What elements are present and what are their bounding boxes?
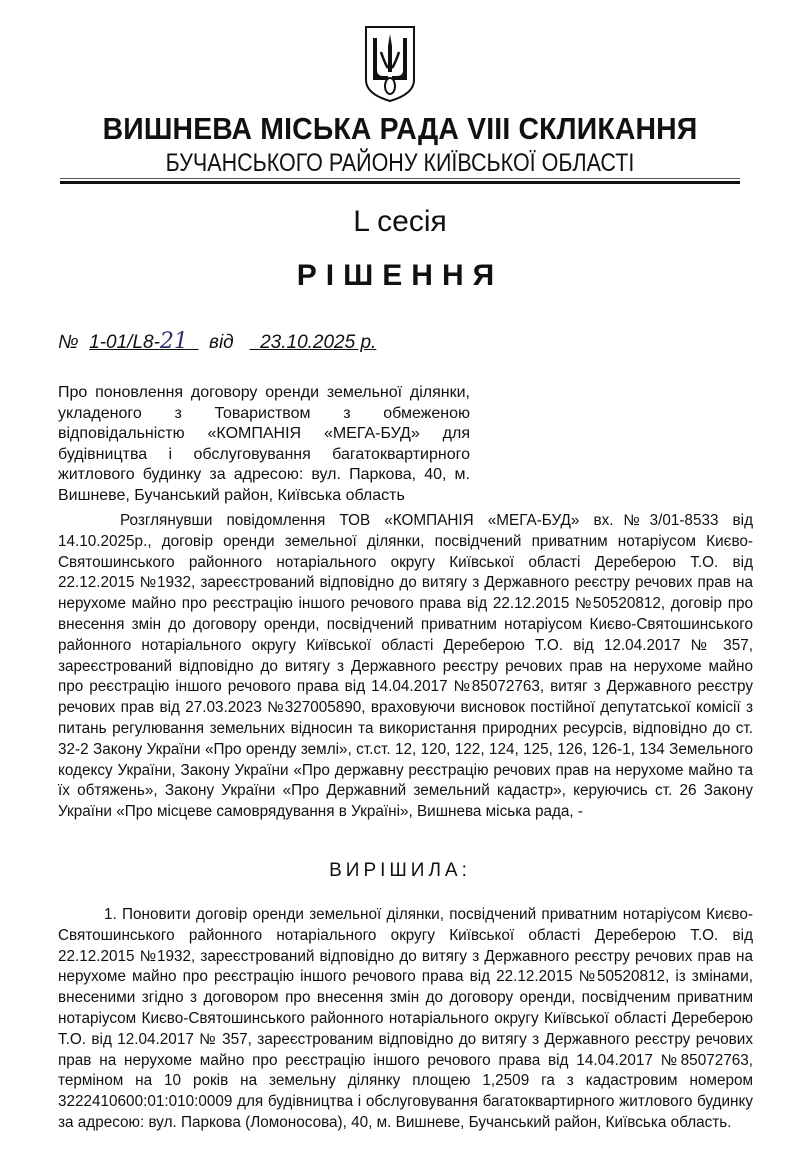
resolved-heading: ВИРІШИЛА: (329, 860, 471, 881)
decision-subject: Про поновлення договору оренди земельної ділянки, укладеного з Товариством з обмеженою відповідальністю «КОМПАНІЯ «МЕГА-БУД» для будівництва і обслуговування багатоквартирного житлового будинку за адресою: вул. Паркова, 40, м. Вишневе, Бучанський район, Київська область (58, 384, 470, 504)
resolution-item: 1. Поновити договір оренди земельної ділянки, посвідчений приватним нотаріусом Києво-Святошинського районного нотаріального округу Київської області Дереберою Т.О. від 22.12.2015 №1932, зареєстрований відповідно до витягу з Державного реєстру речових прав на нерухоме майно про реєстрацію іншого речового права від 22.12.2015 №50520812, із змінами, внесеними згідно з договором про внесення змін до договору оренди, посвідченим приватним нотаріусом Києво-Святошинського районного нотаріального округу Київської області Дереберою Т.О. від 12.04.2017 № 357, зареєстрованим відповідно до витягу з Державного реєстру речових прав на нерухоме майно про реєстрацію іншого речового права від 14.04.2017 №85072763, терміном на 10 років на земельну ділянку площею 1,2509 га з кадастровим номером 3222410600:01:010:0009 для будівництва і обслуговування багатоквартирного житлового будинку за адресою: вул. Паркова (Ломоносова), 40, м. Вишневе, Бучанський район, Київська область. (58, 906, 753, 1131)
decision-date-value: 23.10.2025 р. (260, 332, 377, 353)
preamble-paragraph: Розглянувши повідомлення ТОВ «КОМПАНІЯ «МЕГА-БУД» вх.№3/01-8533 від 14.10.2025р., договір оренди земельної ділянки, посвідчений приватним нотаріусом Києво-Святошинського районного нотаріального округу Київської області Дереберою Т.О. від 22.12.2015 №1932, зареєстрований відповідно до витягу з Державного реєстру речових прав на нерухоме майно про реєстрацію іншого речового права від 22.12.2015 №50520812, договір про внесення змін до договору оренди, посвідчений приватним нотаріусом Києво-Святошинського районного нотаріального округу Київської області Дереберою Т.О. від 12.04.2017 № 357, зареєстрований відповідно до витягу з Державного реєстру речових прав на нерухоме майно про реєстрацію іншого речового права від 14.04.2017 №85072763, витяг з Державного реєстру речових прав від 27.03.2023 №327005890, враховуючи висновок постійної депутатської комісії з питань регулювання земельних відносин та використання природних ресурсів, відповідно до ст. 32-2 Закону України «Про оренду землі», ст.ст. 12, 120, 122, 124, 125, 126, 126-1, 134 Земельного кодексу України, Закону України «Про державну реєстрацію речових прав на нерухоме майно та їх обтяжень», Закону України «Про Державний земельний кадастр», керуючись ст. 26 Закону України «Про місцеве самоврядування в Україні», Вишнева міська рада, - (58, 512, 753, 821)
header-divider-thin (60, 178, 740, 179)
council-name: ВИШНЕВА МІСЬКА РАДА VIII СКЛИКАННЯ (102, 112, 698, 146)
document-type-title: РІШЕННЯ (296, 259, 504, 292)
number-sign: № (58, 332, 79, 353)
coat-of-arms-icon (363, 24, 417, 104)
preamble (58, 511, 753, 823)
session-label: L сесія (353, 205, 447, 238)
handwritten-number: 21 (159, 329, 188, 354)
from-label: від (209, 332, 234, 353)
district-name: БУЧАНСЬКОГО РАЙОНУ КИЇВСЬКОЇ ОБЛАСТІ (165, 149, 635, 177)
decision-number-code: 1-01/L8- (89, 332, 160, 353)
header-divider-thick (60, 181, 740, 184)
decision-number (89, 329, 198, 354)
resolution-items (58, 905, 753, 1134)
decision-number-line (58, 329, 376, 354)
decision-date (250, 332, 377, 353)
